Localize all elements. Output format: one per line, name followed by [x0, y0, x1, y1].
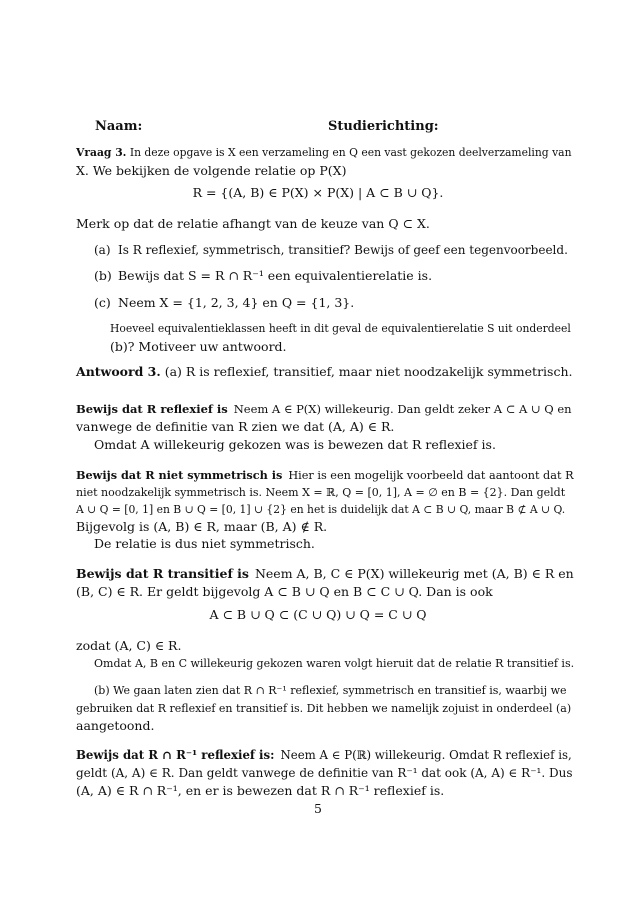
proof-symmetric-line-5: De relatie is dus niet symmetrisch.: [94, 536, 315, 551]
proof-symmetric-text-1: Hier is een mogelijk voorbeeld dat aantoont dat R: [288, 469, 574, 482]
question-item-b: [94, 268, 432, 284]
item-c-detail-2: (b)? Motiveer uw antwoord.: [110, 339, 287, 354]
proof-symmetric-line-3: A ∪ Q = [0, 1] en B ∪ Q = [0, 1] ∪ {2} en het is duidelijk dat A ⊂ B ∪ Q, maar B ⊄ A ∪ Q.: [76, 503, 566, 516]
relation-formula: R = {(A, B) ∈ P(X) × P(X) | A ⊂ B ∪ Q}.: [192, 185, 444, 200]
name-label: Naam:: [95, 119, 143, 134]
question-label: Vraag 3.: [76, 146, 127, 159]
transitive-formula: A ⊂ B ∪ Q ⊂ (C ∪ Q) ∪ Q = C ∪ Q: [209, 607, 427, 622]
part-b-line-2: gebruiken dat R reflexief en transitief is. Dit hebben we namelijk zojuist in onderdeel (a): [76, 702, 572, 715]
study-label: Studierichting:: [328, 119, 439, 134]
part-b-line-3: aangetoond.: [76, 718, 155, 733]
proof-symmetric-line-2: niet noodzakelijk symmetrisch is. Neem X = ℝ, Q = [0, 1], A = ∅ en B = {2}. Dan geldt: [76, 486, 566, 499]
question-item-c: [94, 295, 354, 311]
question-remark: Merk op dat de relatie afhangt van de keuze van Q ⊂ X.: [76, 216, 430, 231]
answer-line: [76, 364, 573, 380]
proof-reflexive-line-3: Omdat A willekeurig gekozen was is bewezen dat R reflexief is.: [94, 437, 496, 452]
item-c-label: (c): [94, 295, 111, 310]
proof-intersection-text-1: Neem A ∈ P(ℝ) willekeurig. Omdat R reflexief is,: [280, 748, 572, 762]
question-intro-text: In deze opgave is X een verzameling en Q een vast gekozen deelverzameling van: [126, 146, 572, 159]
item-b-text: Bewijs dat S = R ∩ R⁻¹ een equivalentierelatie is.: [118, 268, 433, 283]
proof-transitive-heading: Bewijs dat R transitief is: [76, 566, 249, 581]
proof-reflexive-line-1: [76, 401, 572, 417]
page-number: 5: [314, 801, 322, 816]
proof-transitive-line-1: [76, 566, 574, 582]
proof-intersection-heading: Bewijs dat R ∩ R⁻¹ reflexief is:: [76, 748, 275, 762]
proof-reflexive-line-2: vanwege de definitie van R zien we dat (A, A) ∈ R.: [76, 419, 395, 434]
proof-transitive-line-2: (B, C) ∈ R. Er geldt bijgevolg A ⊂ B ∪ Q en B ⊂ C ∪ Q. Dan is ook: [76, 584, 493, 599]
proof-intersection-line-2: geldt (A, A) ∈ R. Dan geldt vanwege de definitie van R⁻¹ dat ook (A, A) ∈ R⁻¹. Dus: [76, 766, 573, 780]
answer-text: (a) R is reflexief, transitief, maar niet noodzakelijk symmetrisch.: [160, 364, 573, 379]
part-b-line-1: (b) We gaan laten zien dat R ∩ R⁻¹ reflexief, symmetrisch en transitief is, waarbij we: [94, 684, 567, 697]
proof-transitive-line-4: Omdat A, B en C willekeurig gekozen waren volgt hieruit dat de relatie R transitief is.: [94, 657, 575, 670]
proof-reflexive-heading: Bewijs dat R reflexief is: [76, 402, 228, 416]
proof-transitive-line-3: zodat (A, C) ∈ R.: [76, 638, 182, 653]
proof-symmetric-heading: Bewijs dat R niet symmetrisch is: [76, 468, 283, 482]
proof-intersection-line-1: [76, 747, 572, 763]
proof-transitive-text-1: Neem A, B, C ∈ P(X) willekeurig met (A, B) ∈ R en: [254, 566, 574, 581]
item-c-text: Neem X = {1, 2, 3, 4} en Q = {1, 3}.: [118, 295, 355, 310]
item-c-detail-1: Hoeveel equivalentieklassen heeft in dit geval de equivalentierelatie S uit onderdeel: [110, 322, 571, 335]
item-a-label: (a): [94, 243, 111, 257]
proof-reflexive-text-1: Neem A ∈ P(X) willekeurig. Dan geldt zeker A ⊂ A ∪ Q en: [233, 402, 572, 416]
item-a-text: Is R reflexief, symmetrisch, transitief? Bewijs of geef een tegenvoorbeeld.: [118, 243, 568, 257]
proof-intersection-line-3: (A, A) ∈ R ∩ R⁻¹, en er is bewezen dat R ∩ R⁻¹ reflexief is.: [76, 783, 445, 798]
answer-label: Antwoord 3.: [76, 364, 161, 379]
item-b-label: (b): [94, 268, 112, 283]
question-intro-line-2: X. We bekijken de volgende relatie op P(X): [76, 163, 347, 178]
proof-symmetric-line-1: [76, 467, 574, 484]
question-intro-line-1: [76, 145, 572, 161]
proof-symmetric-line-4: Bijgevolg is (A, B) ∈ R, maar (B, A) ∉ R.: [76, 519, 328, 534]
question-item-a: [94, 242, 568, 258]
